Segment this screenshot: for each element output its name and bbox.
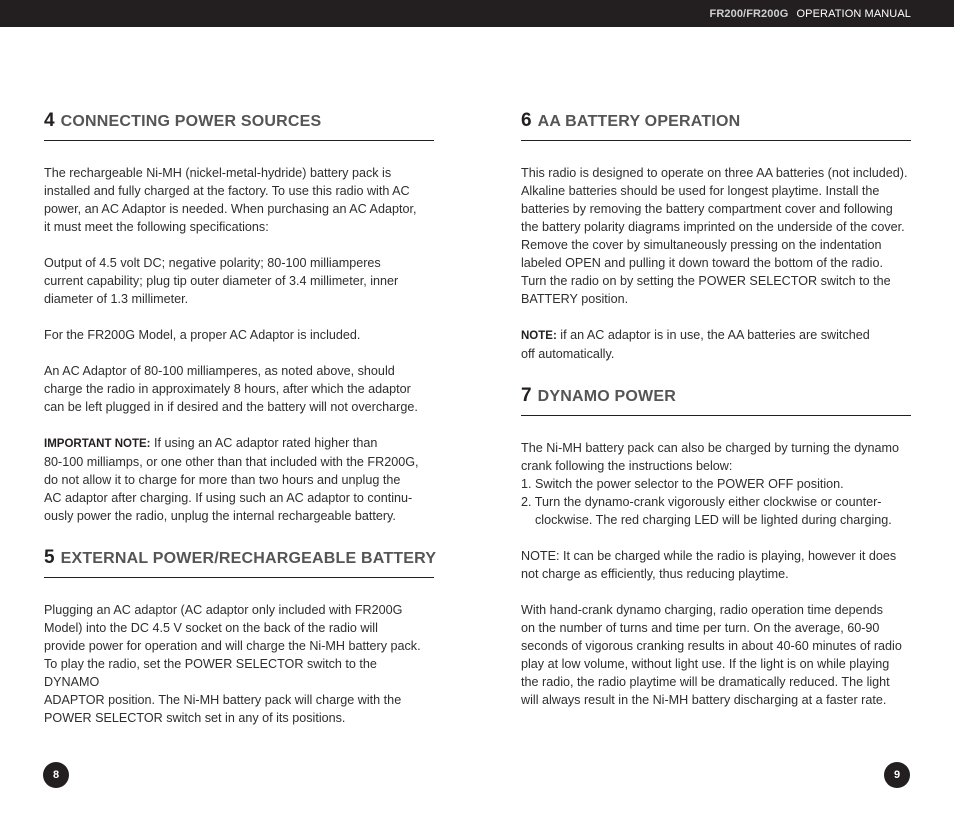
left-page <box>44 110 437 727</box>
section-number: 6 <box>521 110 532 131</box>
page-number: 8 <box>43 762 69 788</box>
section-number: 7 <box>521 385 532 406</box>
paragraph: Plugging an AC adaptor (AC adaptor only included with FR200G Model) into the DC 4.5 V socket on the back of the radio will provide power for operation and will charge the Ni-MH battery pack. To play the radio, set the POWER SELECTOR switch to the DYNAMO ADAPTOR position. The Ni-MH battery pack will charge with the POWER SELECTOR switch set in any of its positions. <box>44 603 421 725</box>
paragraph: An AC Adaptor of 80-100 milliamperes, as noted above, should charge the radio in approximately 8 hours, after which the adaptor can be left plugged in if desired and the battery will not overcharge. <box>44 364 418 414</box>
note-label: NOTE: <box>521 330 557 342</box>
section-title: EXTERNAL POWER/RECHARGEABLE BATTERY <box>60 550 437 567</box>
section-title: DYNAMO POWER <box>537 388 676 405</box>
section-number: 4 <box>44 110 55 131</box>
note-text: if an AC adaptor is in use, the AA batteries are switched off automatically. <box>521 328 870 361</box>
important-note <box>44 434 434 525</box>
note-text: If using an AC adaptor rated higher than 80-100 milliamps, or one other than that included with the FR200G, do not allow it to charge for more than two hours and unplug the AC adaptor after charging. If using such an AC adaptor to continu- ously power the radio, unplug the internal rechargeable battery. <box>44 436 419 523</box>
paragraph: With hand-crank dynamo charging, radio operation time depends on the number of turns and time per turn. On the average, 60-90 seconds of vigorous cranking results in about 40-60 minutes of radio play at low volume, without light use. If the light is on while playing the radio, the radio playtime will be dramatically reduced. The light will always result in the Ni-MH battery discharging at a faster rate. <box>521 603 902 707</box>
right-page <box>521 110 911 709</box>
note: NOTE: It can be charged while the radio is playing, however it does not charge as efficiently, thus reducing playtime. <box>521 549 897 581</box>
note <box>521 326 911 363</box>
note-label: IMPORTANT NOTE: <box>44 438 151 450</box>
list-item: 1. Switch the power selector to the POWER OFF position. <box>521 477 844 491</box>
section-7-heading <box>521 385 911 416</box>
running-header <box>710 8 911 20</box>
paragraph: The rechargeable Ni-MH (nickel-metal-hydride) battery pack is installed and fully charged at the factory. To use this radio with AC power, an AC Adaptor is needed. When purchasing an AC Adaptor, it must meet the following specifications: <box>44 166 417 234</box>
section-4-heading <box>44 110 434 141</box>
page-number: 9 <box>884 762 910 788</box>
paragraph: This radio is designed to operate on three AA batteries (not included). Alkaline batteries should be used for longest playtime. Install the batteries by removing the battery compartment cover and following the battery polarity diagrams imprinted on the underside of the cover. Remove the cover by simultaneously pressing on the indentation labeled OPEN and pulling it down toward the bottom of the radio. Turn the radio on by setting the POWER SELECTOR switch to the BATTERY position. <box>521 166 908 306</box>
section-title: AA BATTERY OPERATION <box>537 113 741 130</box>
section-5-heading <box>44 547 437 578</box>
paragraph: The Ni-MH battery pack can also be charged by turning the dynamo crank following the instructions below: <box>521 441 900 473</box>
section-title: CONNECTING POWER SOURCES <box>60 113 322 130</box>
section-number: 5 <box>44 547 55 568</box>
instruction-list <box>521 475 911 529</box>
model-name: FR200/FR200G <box>709 8 789 20</box>
manual-title: OPERATION MANUAL <box>796 8 911 20</box>
section-6-heading <box>521 110 911 141</box>
list-item: 2. Turn the dynamo-crank vigorously either clockwise or counter- clockwise. The red charging LED will be lighted during charging. <box>521 495 892 527</box>
paragraph: Output of 4.5 volt DC; negative polarity; 80-100 milliamperes current capability; plug tip outer diameter of 3.4 millimeter, inner diameter of 1.3 millimeter. <box>44 256 399 306</box>
paragraph: For the FR200G Model, a proper AC Adaptor is included. <box>44 328 361 342</box>
header-bar <box>0 0 954 27</box>
